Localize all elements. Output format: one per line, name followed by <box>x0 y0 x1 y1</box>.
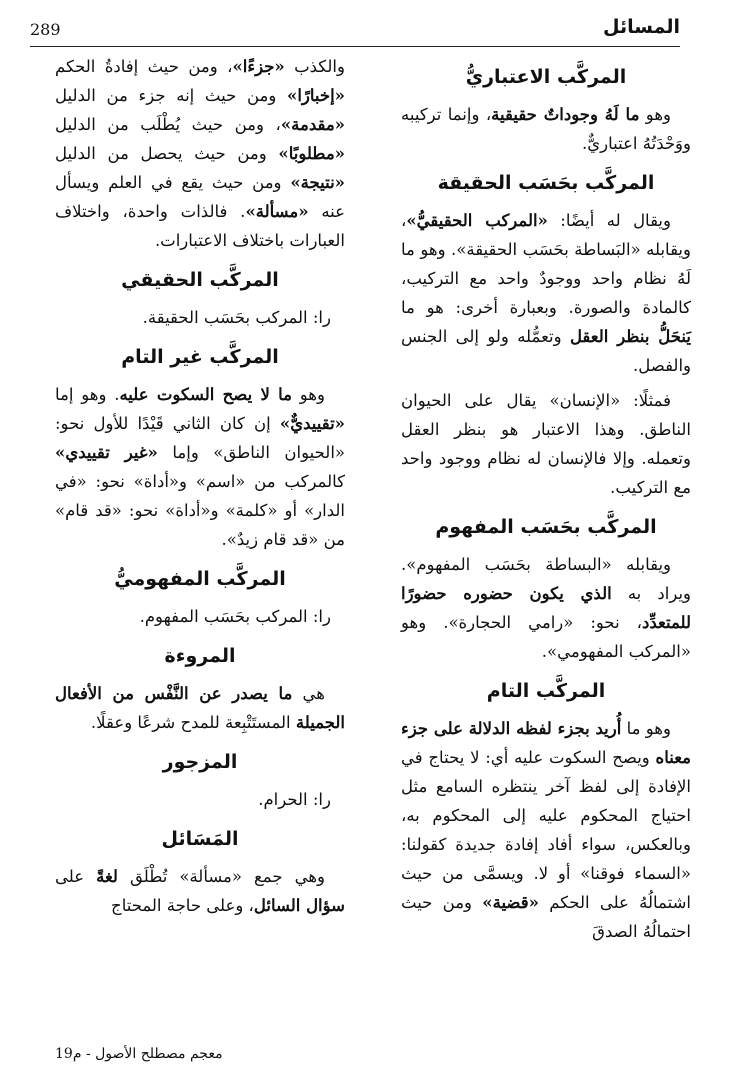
bold-text: «المركب الحقيقيُّ» <box>406 211 548 230</box>
page-footer: معجم مصطلح الأصول - م19 <box>55 1046 223 1062</box>
running-head: المسائل <box>603 16 680 38</box>
entry-paragraph <box>401 206 691 380</box>
text-run: ويقابله «البساطة بحَسَب المفهوم». ويراد به <box>401 555 691 603</box>
text-run: ، وعلى حاجة المحتاج <box>111 896 254 915</box>
entry-heading: المركَّب بحَسَب الحقيقة <box>437 172 655 194</box>
text-run: إن كان الثاني قَيْدًا للأول نحو: «الحيوان الناطق» وإما <box>55 414 345 462</box>
entry-heading: المركَّب الاعتباريُّ <box>465 66 627 88</box>
text-run: المستَتْبِعة للمدح شرعًا وعقلًا. <box>90 713 296 732</box>
text-run: ومن حيث إنه جزء من الدليل <box>55 86 288 105</box>
text-run: ومن حيث يقع في العلم ويسأل عنه <box>55 173 346 221</box>
text-run: . فالذات واحدة، واختلاف العبارات باختلاف الاعتبارات. <box>55 202 345 250</box>
bold-text: سؤال السائل <box>253 896 345 915</box>
entry-paragraph <box>55 52 345 255</box>
text-run: . وهو إما <box>55 385 120 404</box>
bold-text: يَنحَلُّ بنظر العقل <box>569 327 691 346</box>
entry-paragraph <box>55 380 345 554</box>
text-run: وهي جمع «مسألة» تُطْلَق <box>117 867 325 886</box>
bold-text: «جزءًا» <box>232 57 285 76</box>
entry-heading: المركَّب التام <box>486 680 606 702</box>
text-run: را: الحرام. <box>258 790 331 809</box>
entry-heading: المروءة <box>164 645 236 667</box>
text-run: فمثلًا: «الإنسان» يقال على الحيوان الناطق. وهذا الاعتبار هو بنظر العقل وتعمله. وإلا فالإنسان له نظام ووجود واحد مع التركيب. <box>401 391 691 497</box>
text-run: ، وإنما تركيبه ووَحْدَتُهُ اعتباريٌّ. <box>401 105 691 153</box>
text-run: ومن حيث يحصل من الدليل <box>55 144 279 163</box>
bold-text: «قضية» <box>482 893 539 912</box>
text-run: على <box>55 867 97 886</box>
entry-heading: المركَّب غير التام <box>121 346 279 368</box>
entry-paragraph <box>55 862 345 920</box>
text-run: هي <box>292 684 325 703</box>
entry-paragraph <box>401 386 691 502</box>
text-run: ، ومن حيث إفادةُ الحكم <box>55 57 233 76</box>
text-run: وهو <box>639 105 671 124</box>
text-run: وهو <box>292 385 325 404</box>
text-run: كالمركب من «اسم» و«أداة» نحو: «في الدار» أو «كلمة» و«أداة» نحو: «قد قام» من «قد قام زيدٌ». <box>55 472 345 549</box>
text-run: والكذب <box>284 57 345 76</box>
cross-reference <box>55 602 345 631</box>
bold-text: ما لا يصح السكوت عليه <box>119 385 292 404</box>
bold-text: لغةً <box>96 867 118 886</box>
right-column <box>401 52 691 952</box>
entry-paragraph <box>55 679 345 737</box>
bold-text: «نتيجة» <box>290 173 345 192</box>
entry-heading: المَسَائل <box>161 828 239 850</box>
left-column <box>55 52 345 926</box>
bold-text: «غير تقييدي» <box>55 443 158 462</box>
bold-text: «مسألة» <box>245 202 309 221</box>
bold-text: الذي يكون حضوره حضورًا للمتعدِّد <box>401 584 691 632</box>
text-run: را: المركب بحَسَب المفهوم. <box>139 607 331 626</box>
entry-heading: المركَّب الحقيقي <box>121 269 279 291</box>
bold-text: أُريد بجزء لفظه الدلالة على جزء معناه <box>401 719 691 767</box>
text-run: ويقال له أيضًا: <box>547 211 671 230</box>
bold-text: «مقدمة» <box>280 115 345 134</box>
page-number: 289 <box>30 20 61 39</box>
text-run: ، ويقابله «البَساطة بحَسَب الحقيقة». وهو ما لَهُ نظام واحد ووجودٌ واحد مع التركيب، كالمادة والصورة. وبعبارة أخرى: هو ما <box>401 211 691 317</box>
entry-paragraph <box>401 714 691 946</box>
entry-heading: المركَّب المفهوميُّ <box>114 568 286 590</box>
cross-reference <box>55 303 345 332</box>
entry-heading: المزجور <box>162 751 238 773</box>
bold-text: «مطلوبًا» <box>278 144 345 163</box>
bold-text: «تقييديٌّ» <box>279 414 345 433</box>
entry-paragraph <box>401 550 691 666</box>
bold-text: «إخبارًا» <box>287 86 345 105</box>
text-run: وتعمُّله ولو إلى الجنس والفصل. <box>401 327 691 375</box>
page-header <box>30 12 680 47</box>
text-run: ومن حيث احتمالُهُ الصدقَ <box>401 893 691 941</box>
text-run: وهو ما <box>621 719 671 738</box>
entry-paragraph <box>401 100 691 158</box>
text-run: ، نحو: «رامي الحجارة». وهو «المركب المفهومي». <box>401 613 691 661</box>
text-run: ، ومن حيث يُطْلَب من الدليل <box>55 115 281 134</box>
bold-text: ما يصدر عن النَّفْس من الأفعال الجميلة <box>55 684 345 732</box>
text-run: ويصح السكوت عليه أي: لا يحتاج في الإفادة إلى لفظ آخر ينتظره السامع مثل احتياج المحكوم عليه إلى المحكوم به، وبالعكس، سواء أفاد إفادة جديدة كقولنا: «السماء فوقنا» أو لا. ويسمَّى من حيث اشتمالُهُ على الحكم <box>401 748 691 912</box>
bold-text: ما لَهُ وجوداتٌ حقيقية <box>491 105 640 124</box>
text-run: را: المركب بحَسَب الحقيقة. <box>142 308 331 327</box>
entry-heading: المركَّب بحَسَب المفهوم <box>435 516 657 538</box>
cross-reference <box>55 785 345 814</box>
